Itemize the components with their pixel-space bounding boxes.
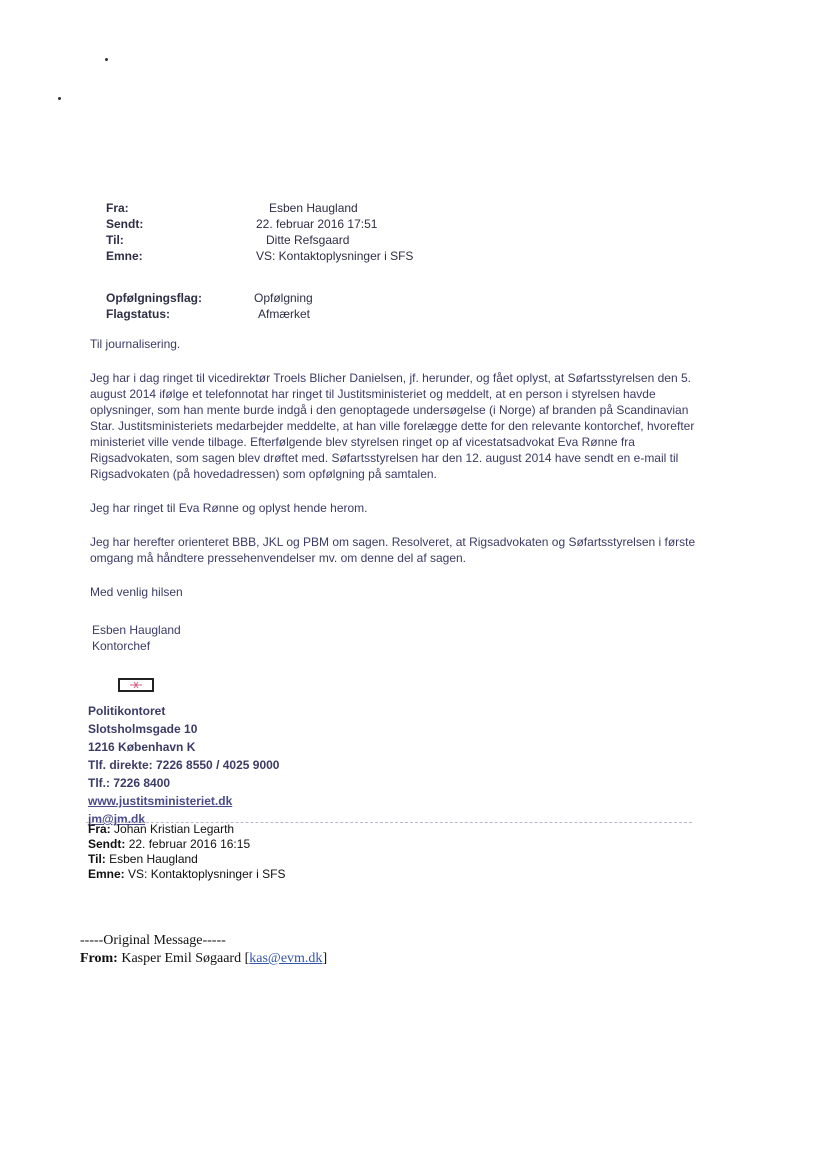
header-to-value: Ditte Refsgaard: [266, 233, 350, 247]
office-address: [88, 702, 279, 828]
followup-flags: [106, 290, 706, 322]
original-from-row: From: Kasper Emil Søgaard [kas@evm.dk]: [80, 951, 328, 966]
forwarded-sent-label: Sendt:: [88, 837, 126, 851]
logo-mark-icon: [120, 680, 152, 690]
header-sent-value: 22. februar 2016 17:51: [256, 217, 378, 231]
signature-title: Kontorchef: [92, 639, 151, 653]
forwarded-subject-row: [88, 867, 285, 882]
followup-flag-row: [106, 290, 706, 306]
followup-flag-value: Opfølgning: [254, 291, 313, 305]
forwarded-sent-row: [88, 837, 285, 852]
header-subject-value: VS: Kontaktoplysninger i SFS: [256, 249, 414, 263]
original-message-marker: -----Original Message-----: [80, 933, 226, 948]
followup-flag-label: Opfølgningsflag:: [106, 291, 202, 305]
header-to-label: Til:: [106, 233, 124, 247]
forwarded-to-value: Esben Haugland: [109, 852, 198, 866]
ministry-logo-icon: [118, 678, 154, 692]
office-email-link[interactable]: jm@jm.dk: [88, 812, 146, 826]
forwarded-from-label: Fra:: [88, 822, 111, 836]
original-from-email-link[interactable]: kas@evm.dk: [249, 951, 323, 966]
office-street: Slotsholmsgade 10: [88, 722, 198, 736]
closing-line: Med venlig hilsen: [90, 585, 183, 599]
forwarded-sent-value: 22. februar 2016 16:15: [128, 837, 251, 851]
scan-speck: [105, 58, 108, 61]
forwarded-to-label: Til:: [88, 852, 106, 866]
header-sent-label: Sendt:: [106, 217, 144, 231]
forwarded-header: [88, 822, 285, 882]
flag-status-value: Afmærket: [258, 307, 311, 321]
office-website-link[interactable]: www.justitsministeriet.dk: [88, 794, 233, 808]
body-paragraph-2: Jeg har i dag ringet til vicedirektør Troels Blicher Danielsen, jf. herunder, og fået oplyst, at Søfartsstyrelsen den 5. august 2014 ifølge et telefonnotat har ringet til Justitsministeriet og meddelt, at en person i styrelsen havde oplysninger, som han mente burde indgå i den genoptagede undersøgelse (i Norge) af branden på Scandinavian Star. Justitsministeriets medarbejder meddelte, at han ville forelægge dette for den relevante kontorchef, hvorefter ministeriet ville vende tilbage. Efterfølgende blev styrelsen ringet op af vicestatsadvokat Eva Rønne fra Rigsadvokaten, som sagen blev drøftet med. Søfartsstyrelsen har den 12. august 2014 have sendt en e-mail til Rigsadvokaten (på hovedadressen) som opfølgning på samtalen.: [90, 371, 695, 481]
scan-speck: [58, 97, 61, 100]
office-name: Politikontoret: [88, 704, 166, 718]
forwarded-to-row: [88, 852, 285, 867]
forwarded-from-value: Johan Kristian Legarth: [114, 822, 235, 836]
header-to-row: [106, 232, 706, 248]
original-message: [80, 932, 327, 968]
office-phone: Tlf.: 7226 8400: [88, 776, 171, 790]
flag-status-label: Flagstatus:: [106, 307, 171, 321]
header-subject-label: Emne:: [106, 249, 143, 263]
forwarded-from-row: [88, 822, 285, 837]
body-paragraph-3: Jeg har ringet til Eva Rønne og oplyst hende herom.: [90, 501, 368, 515]
original-from-name: Kasper Emil Søgaard: [121, 951, 242, 966]
original-from-label: From:: [80, 951, 118, 966]
header-from-row: [106, 200, 706, 216]
forwarded-subject-label: Emne:: [88, 867, 125, 881]
forwarded-subject-value: VS: Kontaktoplysninger i SFS: [128, 867, 286, 881]
signature-name: Esben Haugland: [92, 623, 181, 637]
body-paragraph-1: Til journalisering.: [90, 337, 181, 351]
office-phone-direct: Tlf. direkte: 7226 8550 / 4025 9000: [88, 758, 280, 772]
header-from-value: Esben Haugland: [269, 201, 358, 215]
header-subject-row: [106, 248, 706, 264]
header-from-label: Fra:: [106, 201, 129, 215]
signature: [92, 622, 181, 654]
body-paragraph-4: Jeg har herefter orienteret BBB, JKL og PBM om sagen. Resolveret, at Rigsadvokaten og Søfartsstyrelsen i første omgang må håndtere pressehenvendelser mv. om denne del af sagen.: [90, 535, 696, 565]
email-body: [90, 336, 710, 614]
office-city: 1216 København K: [88, 740, 196, 754]
email-header: [106, 200, 706, 264]
header-sent-row: [106, 216, 706, 232]
flag-status-row: [106, 306, 706, 322]
